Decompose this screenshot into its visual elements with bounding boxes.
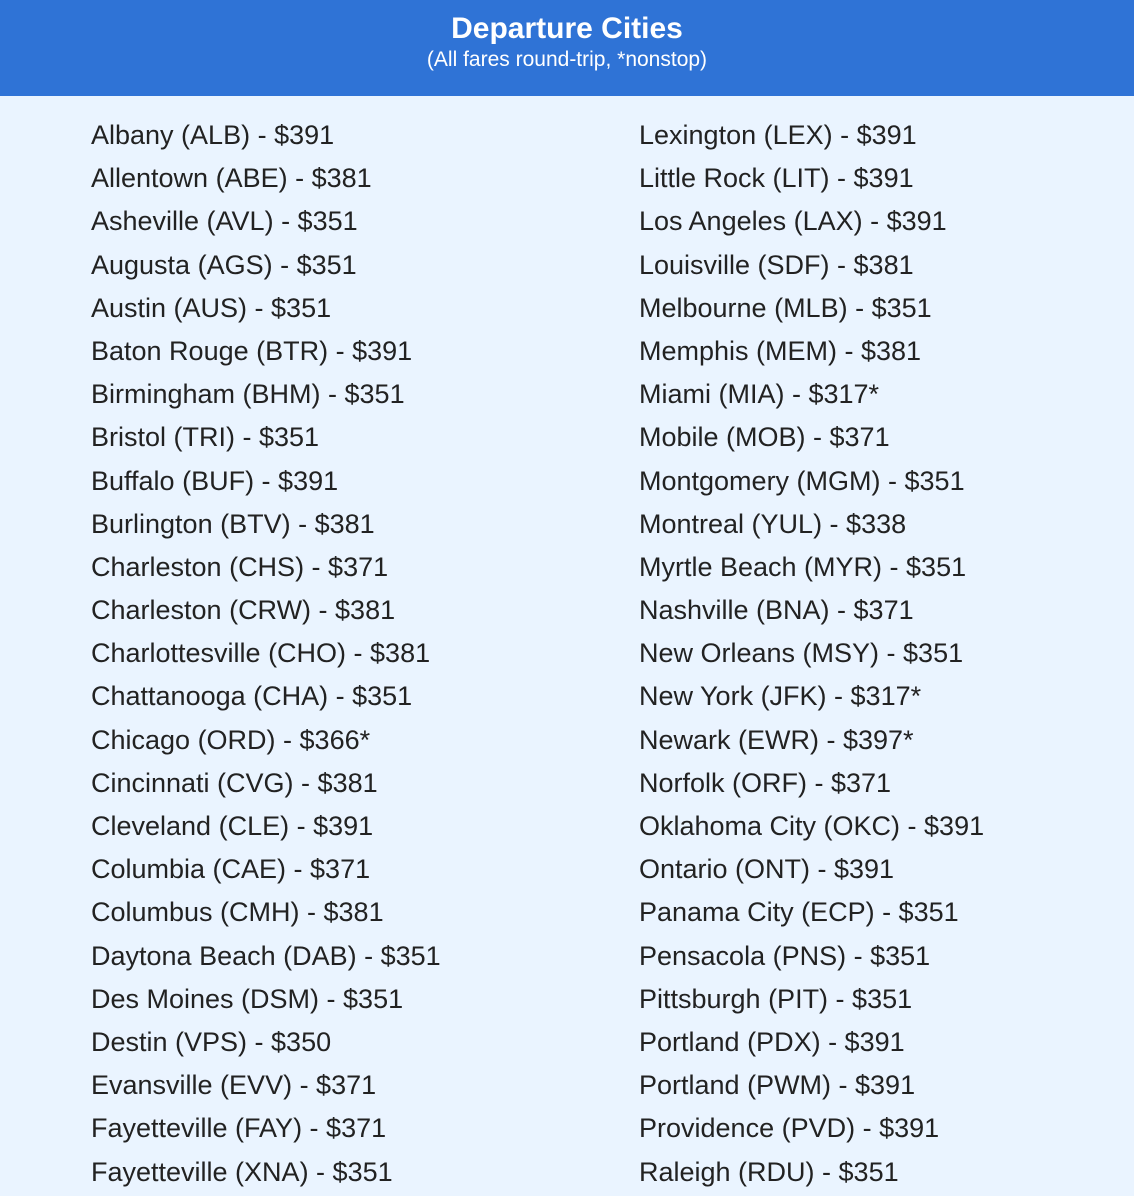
city-fare-item: Evansville (EVV) - $371 [91, 1070, 377, 1101]
city-fare-item: Little Rock (LIT) - $391 [639, 163, 914, 194]
city-fare-item: Montgomery (MGM) - $351 [639, 465, 965, 496]
city-fare-item: Cincinnati (CVG) - $381 [91, 767, 378, 798]
city-fare-item: Chicago (ORD) - $366* [91, 724, 371, 755]
city-column-right [639, 114, 984, 1194]
header-banner [0, 0, 1134, 96]
city-fare-item: Pensacola (PNS) - $351 [639, 940, 931, 971]
city-fare-item: Mobile (MOB) - $371 [639, 422, 890, 453]
city-fare-item: Oklahoma City (OKC) - $391 [639, 811, 985, 841]
city-fare-item: Los Angeles (LAX) - $391 [639, 206, 947, 237]
city-fare-item: Louisville (SDF) - $381 [639, 249, 914, 280]
city-fare-item: Charleston (CHS) - $371 [91, 551, 389, 582]
city-fare-item: Ontario (ONT) - $391 [639, 854, 895, 885]
city-fare-item: Columbia (CAE) - $371 [91, 854, 371, 885]
city-fare-item: Pittsburgh (PIT) - $351 [639, 983, 913, 1014]
city-fare-item: Columbus (CMH) - $381 [91, 897, 384, 928]
page-title: Departure Cities [451, 12, 683, 45]
city-fare-item: Fayetteville (XNA) - $351 [91, 1156, 393, 1187]
city-fare-item: Charleston (CRW) - $381 [91, 595, 396, 626]
city-fare-item: Asheville (AVL) - $351 [91, 206, 358, 237]
city-fare-item: Burlington (BTV) - $381 [91, 508, 375, 539]
city-fare-item: Montreal (YUL) - $338 [639, 508, 907, 539]
city-fare-item: Melbourne (MLB) - $351 [639, 292, 932, 323]
city-fare-item: Newark (EWR) - $397* [639, 724, 914, 755]
city-fare-item: Albany (ALB) - $391 [91, 120, 335, 150]
city-fare-item: Austin (AUS) - $351 [91, 292, 332, 323]
city-fare-item: Norfolk (ORF) - $371 [639, 767, 892, 798]
city-column-left [91, 114, 441, 1194]
city-fare-item: Myrtle Beach (MYR) - $351 [639, 551, 967, 582]
city-fare-item: Raleigh (RDU) - $351 [639, 1156, 899, 1187]
city-fare-item: Chattanooga (CHA) - $351 [91, 681, 413, 712]
city-fare-item: Daytona Beach (DAB) - $351 [91, 940, 441, 971]
city-fare-item: Cleveland (CLE) - $391 [91, 811, 374, 841]
city-fare-item: Lexington (LEX) - $391 [639, 120, 917, 150]
city-fare-item: Baton Rouge (BTR) - $391 [91, 335, 413, 366]
city-fare-item: Destin (VPS) - $350 [91, 1026, 332, 1057]
city-fare-item: Fayetteville (FAY) - $371 [91, 1113, 387, 1144]
city-fare-item: Miami (MIA) - $317* [639, 379, 880, 410]
city-fare-item: Allentown (ABE) - $381 [91, 163, 372, 194]
city-list [0, 96, 1134, 1196]
city-fare-item: Nashville (BNA) - $371 [639, 595, 914, 626]
city-fare-item: Bristol (TRI) - $351 [91, 422, 320, 453]
city-fare-item: Buffalo (BUF) - $391 [91, 465, 339, 496]
city-fare-item: Portland (PDX) - $391 [639, 1026, 905, 1057]
city-fare-item: Panama City (ECP) - $351 [639, 897, 959, 928]
city-fare-item: Charlottesville (CHO) - $381 [91, 638, 431, 669]
city-fare-item: New Orleans (MSY) - $351 [639, 638, 964, 669]
city-fare-item: Providence (PVD) - $391 [639, 1113, 940, 1144]
city-fare-item: New York (JFK) - $317* [639, 681, 922, 712]
city-fare-item: Birmingham (BHM) - $351 [91, 379, 405, 410]
city-fare-item: Portland (PWM) - $391 [639, 1070, 916, 1101]
city-fare-item: Des Moines (DSM) - $351 [91, 983, 404, 1014]
page-subtitle: (All fares round-trip, *nonstop) [426, 48, 708, 71]
city-fare-item: Augusta (AGS) - $351 [91, 249, 357, 280]
city-fare-item: Memphis (MEM) - $381 [639, 335, 922, 366]
